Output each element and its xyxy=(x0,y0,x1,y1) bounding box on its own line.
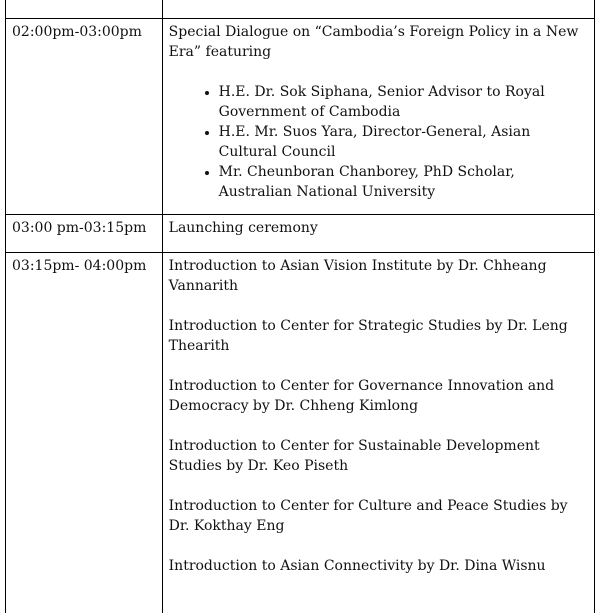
session-description xyxy=(162,19,594,215)
session-title: Special Dialogue on “Cambodia’s Foreign Policy in a New Era” featuring xyxy=(168,24,579,60)
table-row xyxy=(6,253,595,613)
time-cell: 02:00pm-03:00pm xyxy=(6,19,163,215)
table-row-partial-top xyxy=(6,0,595,19)
time-cell-empty xyxy=(6,0,163,19)
speaker-list xyxy=(169,82,588,202)
desc-cell-empty xyxy=(162,0,594,19)
session-description xyxy=(162,253,594,613)
table-row xyxy=(6,215,595,253)
intro-item: Introduction to Center for Strategic Studies by Dr. Leng Thearith xyxy=(168,318,568,354)
agenda-table xyxy=(5,0,595,613)
time-cell: 03:00 pm-03:15pm xyxy=(6,215,163,253)
intro-item: Introduction to Asian Vision Institute by Dr. Chheang Vannarith xyxy=(168,258,547,294)
time-cell: 03:15pm- 04:00pm xyxy=(6,253,163,613)
intro-item: Introduction to Center for Culture and Peace Studies by Dr. Kokthay Eng xyxy=(168,498,568,534)
speaker-item: • Mr. Cheunboran Chanborey, PhD Scholar, Australian National University xyxy=(219,162,588,202)
table-row xyxy=(6,19,595,215)
intro-item: Introduction to Asian Connectivity by Dr. Dina Wisnu xyxy=(168,558,546,574)
intro-item: Introduction to Center for Governance Innovation and Democracy by Dr. Chheng Kimlong xyxy=(168,378,555,414)
speaker-item: • H.E. Mr. Suos Yara, Director-General, Asian Cultural Council xyxy=(219,122,588,162)
intro-item: Introduction to Center for Sustainable Development Studies by Dr. Keo Piseth xyxy=(168,438,540,474)
session-title: Launching ceremony xyxy=(162,215,594,253)
speaker-item: • H.E. Dr. Sok Siphana, Senior Advisor to Royal Government of Cambodia xyxy=(219,82,588,122)
